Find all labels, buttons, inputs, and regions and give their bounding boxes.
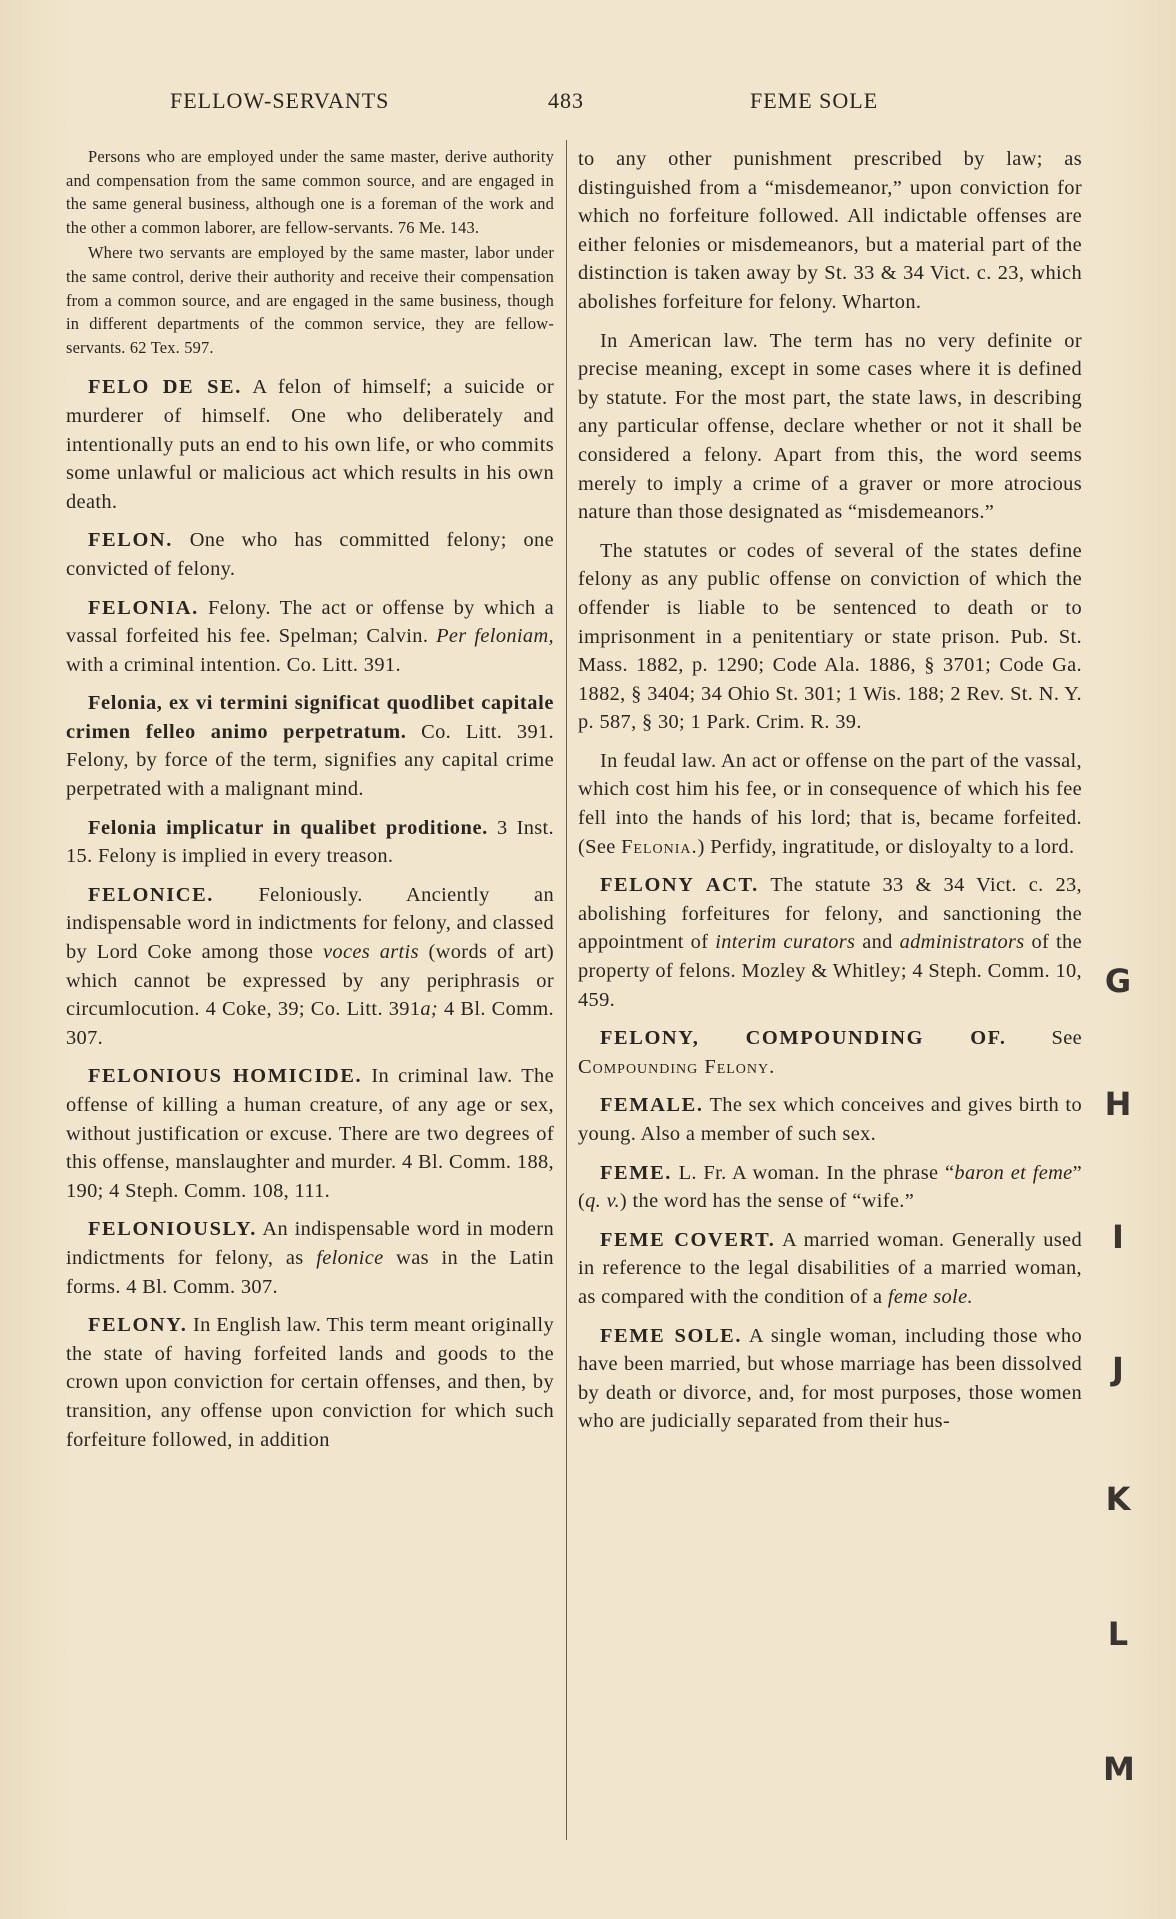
entry-felo-de-se [66, 373, 554, 516]
thumb-index-tabs [1103, 950, 1143, 1850]
definition-felony-act-italic-2: administrators [899, 931, 1025, 954]
entry-felon [66, 526, 554, 583]
running-header [60, 88, 1060, 120]
compounding-cross-reference: Compounding Felony. [578, 1055, 776, 1078]
definition-felony-act-b: and [862, 931, 893, 954]
term-felonious-homicide: FELONIOUS HOMICIDE. [88, 1065, 363, 1088]
definition-feme-c: ) the word has the sense of “wife.” [619, 1190, 915, 1213]
entry-feme-covert [578, 1226, 1082, 1312]
definition-felonice-b: (words of art) which cannot be expressed by any periphrasis or circumlocution. 4 Coke, 39; Co. Litt. 391 [66, 941, 555, 1021]
maxim-felonia-implicatur [66, 814, 554, 871]
definition-felony-compounding: See [1051, 1027, 1082, 1050]
definition-feme-covert-a: A married woman. Generally used in reference to the legal disabilities of a married woman, as compared with the condition of a [578, 1228, 1082, 1308]
definition-feme-sole: A single woman, including those who have been married, but whose marriage has been dissolved by death or divorce, and, for most purposes, those women who are judicially separated from their hus- [578, 1324, 1082, 1433]
definition-feme-a: L. Fr. A woman. In the phrase “ [678, 1161, 955, 1184]
definition-feloniously-b: was in the Latin forms. 4 Bl. Comm. 307. [66, 1246, 554, 1298]
definition-feloniously-a: An indispensable word in modern indictments for felony, as [66, 1218, 554, 1269]
entry-feme [578, 1159, 1082, 1216]
left-column [66, 145, 554, 1464]
entry-feloniously [66, 1215, 554, 1301]
definition-felony-statutes: The statutes or codes of several of the states define felony as any public offense on conviction of which the offender is liable to be sentenced to death or to imprisonment in a penitentiary or state prison. Pub. St. Mass. 1882, p. 1290; Code Ala. 1886, § 3701; Code Ga. 1882, § 3404; 34 Ohio St. 301; 1 Wis. 188; 2 Rev. St. N. Y. p. 587, § 30; 1 Park. Crim. R. 39. [578, 539, 1082, 734]
term-felonice: FELONICE. [88, 883, 215, 906]
thumb-tab-i[interactable]: I [1112, 1218, 1124, 1256]
entry-felonia [66, 594, 554, 680]
definition-female: The sex which conceives and gives birth to young. Also a member of such sex. [578, 1094, 1082, 1145]
entry-felonious-homicide [66, 1062, 554, 1205]
entry-feme-sole [578, 1322, 1082, 1436]
definition-felony-act-c: of the property of felons. Mozley & Whitley; 4 Steph. Comm. 10, 459. [578, 931, 1082, 1011]
definition-felony-english: In English law. This term meant originally the state of having forfeited lands and goods to the crown upon conviction for certain offenses, and then, by transition, any offense upon conviction for which such forfeiture followed, in addition [66, 1314, 554, 1451]
thumb-tab-j[interactable]: J [1112, 1350, 1124, 1388]
feudal-cross-reference: Felonia. [621, 835, 698, 858]
feudal-text-a: In feudal law. An act or offense on the part of the vassal, which cost him his fee, or in consequence of which his fee fell into the hands of his lord; that is, became forfeited. (See [578, 749, 1082, 858]
definition-felo-de-se: A felon of himself; a suicide or murderer of himself. One who deliberately and intentionally puts an end to his own life, or who commits some unlawful or malicious act which results in his own death. [66, 376, 554, 513]
term-felony-compounding: FELONY, COMPOUNDING OF. [600, 1027, 1007, 1050]
term-felonia: FELONIA. [88, 596, 199, 619]
entry-felony [66, 1311, 554, 1454]
maxim-implicatur-latin: Felonia implicatur in qualibet proditione. [88, 816, 488, 839]
thumb-tab-k[interactable]: K [1105, 1480, 1131, 1518]
header-left-guide-word: FELLOW-SERVANTS [170, 88, 390, 113]
definition-felonice-c: 4 Bl. Comm. 307. [66, 998, 555, 1049]
definition-feme-italic: baron et feme [954, 1161, 1073, 1184]
term-felo-de-se: FELO DE SE. [88, 376, 242, 399]
definition-felonia-a: Felony. The act or offense by which a vassal forfeited his fee. Spelman; Calvin. [66, 596, 555, 648]
definition-felonia-italic: Per feloniam, [436, 625, 554, 648]
thumb-tab-m[interactable]: M [1103, 1750, 1135, 1788]
term-feme-sole: FEME SOLE. [600, 1324, 743, 1347]
column-divider [566, 140, 567, 1840]
feudal-text-b: ) Perfidy, ingratitude, or disloyalty to a lord. [697, 835, 1075, 858]
definition-felon: One who has committed felony; one convicted of felony. [66, 529, 554, 580]
definition-felony-continued: to any other punishment prescribed by law; as distinguished from a “misdemeanor,” upon conviction for which no forfeiture followed. All indictable offenses are either felonies or misdemeanors, but a material part of the distinction is taken away by St. 33 & 34 Vict. c. 23, which abolishes forfeiture for felony. Wharton. [578, 148, 1082, 313]
maxim-felonia-latin: Felonia, ex vi termini significat quodlibet capitale crimen felleo animo perpetratum. [66, 692, 554, 743]
definition-felony-act-a: The statute 33 & 34 Vict. c. 23, abolishing forfeitures for felony, and sanctioning the appointment of [578, 874, 1082, 954]
definition-felony-american: In American law. The term has no very definite or precise meaning, except in some cases where it is defined by statute. For the most part, the state laws, in describing any particular offense, declare whether or not it shall be considered a felony. Apart from this, the word seems merely to imply a crime of a graver or more atrocious nature than those designated as “misdemeanors.” [578, 329, 1082, 524]
thumb-tab-l[interactable]: L [1107, 1615, 1129, 1653]
definition-felonious-homicide: In criminal law. The offense of killing a human creature, of any age or sex, without justification or excuse. There are two degrees of this offense, manslaughter and murder. 4 Bl. Comm. 188, 190; 4 Steph. Comm. 108, 111. [66, 1065, 554, 1202]
definition-felony-feudal [578, 747, 1082, 861]
header-right-guide-word: FEME SOLE [750, 88, 879, 113]
entry-female [578, 1091, 1082, 1148]
right-column [578, 145, 1082, 1446]
definition-felony-act-italic-1: interim curators [715, 931, 856, 954]
entry-felonice [66, 881, 554, 1053]
maxim-implicatur-translation: 3 Inst. 15. Felony is implied in every treason. [66, 816, 554, 868]
thumb-tab-h[interactable]: H [1104, 1085, 1132, 1123]
entry-felony-act [578, 871, 1082, 1014]
definition-feme-covert-italic: feme sole. [887, 1285, 973, 1308]
term-female: FEMALE. [600, 1094, 704, 1117]
definition-feme-b: ” ( [578, 1161, 1082, 1213]
thumb-tab-g[interactable]: G [1104, 962, 1132, 1000]
definition-felonice-italic-a: a; [420, 998, 439, 1021]
term-felony-act: FELONY ACT. [600, 874, 759, 897]
definition-feloniously-italic: felonice [316, 1246, 384, 1269]
definition-felonice-italic: voces artis [323, 941, 419, 964]
term-feme: FEME. [600, 1161, 672, 1184]
maxim-felonia-ex-vi [66, 689, 554, 803]
definition-felonice-a: Feloniously. Anciently an indispensable word in indictments for felony, and classed by Lord Coke among those [66, 883, 555, 964]
term-feme-covert: FEME COVERT. [600, 1228, 776, 1251]
term-felon: FELON. [88, 529, 173, 552]
page-number: 483 [548, 88, 584, 113]
definition-feme-italic-2: q. v. [585, 1190, 620, 1213]
fellow-servants-note-1: Persons who are employed under the same master, derive authority and compensation from the same common source, and are engaged in the same general business, although one is a foreman of the work and the other a common laborer, are fellow-servants. 76 Me. 143. [66, 147, 554, 237]
term-feloniously: FELONIOUSLY. [88, 1218, 257, 1241]
entry-felony-compounding [578, 1024, 1082, 1081]
definition-felonia-b: with a criminal intention. Co. Litt. 391. [66, 653, 401, 676]
maxim-felonia-translation: Co. Litt. 391. Felony, by force of the term, signifies any capital crime perpetrated with a malignant mind. [66, 720, 554, 801]
term-felony: FELONY. [88, 1314, 188, 1337]
fellow-servants-note-2: Where two servants are employed by the same master, labor under the same control, derive their authority and receive their compensation from a common source, and are engaged in the same business, though in different departments of the common service, they are fellow-servants. 62 Tex. 597. [66, 243, 554, 357]
